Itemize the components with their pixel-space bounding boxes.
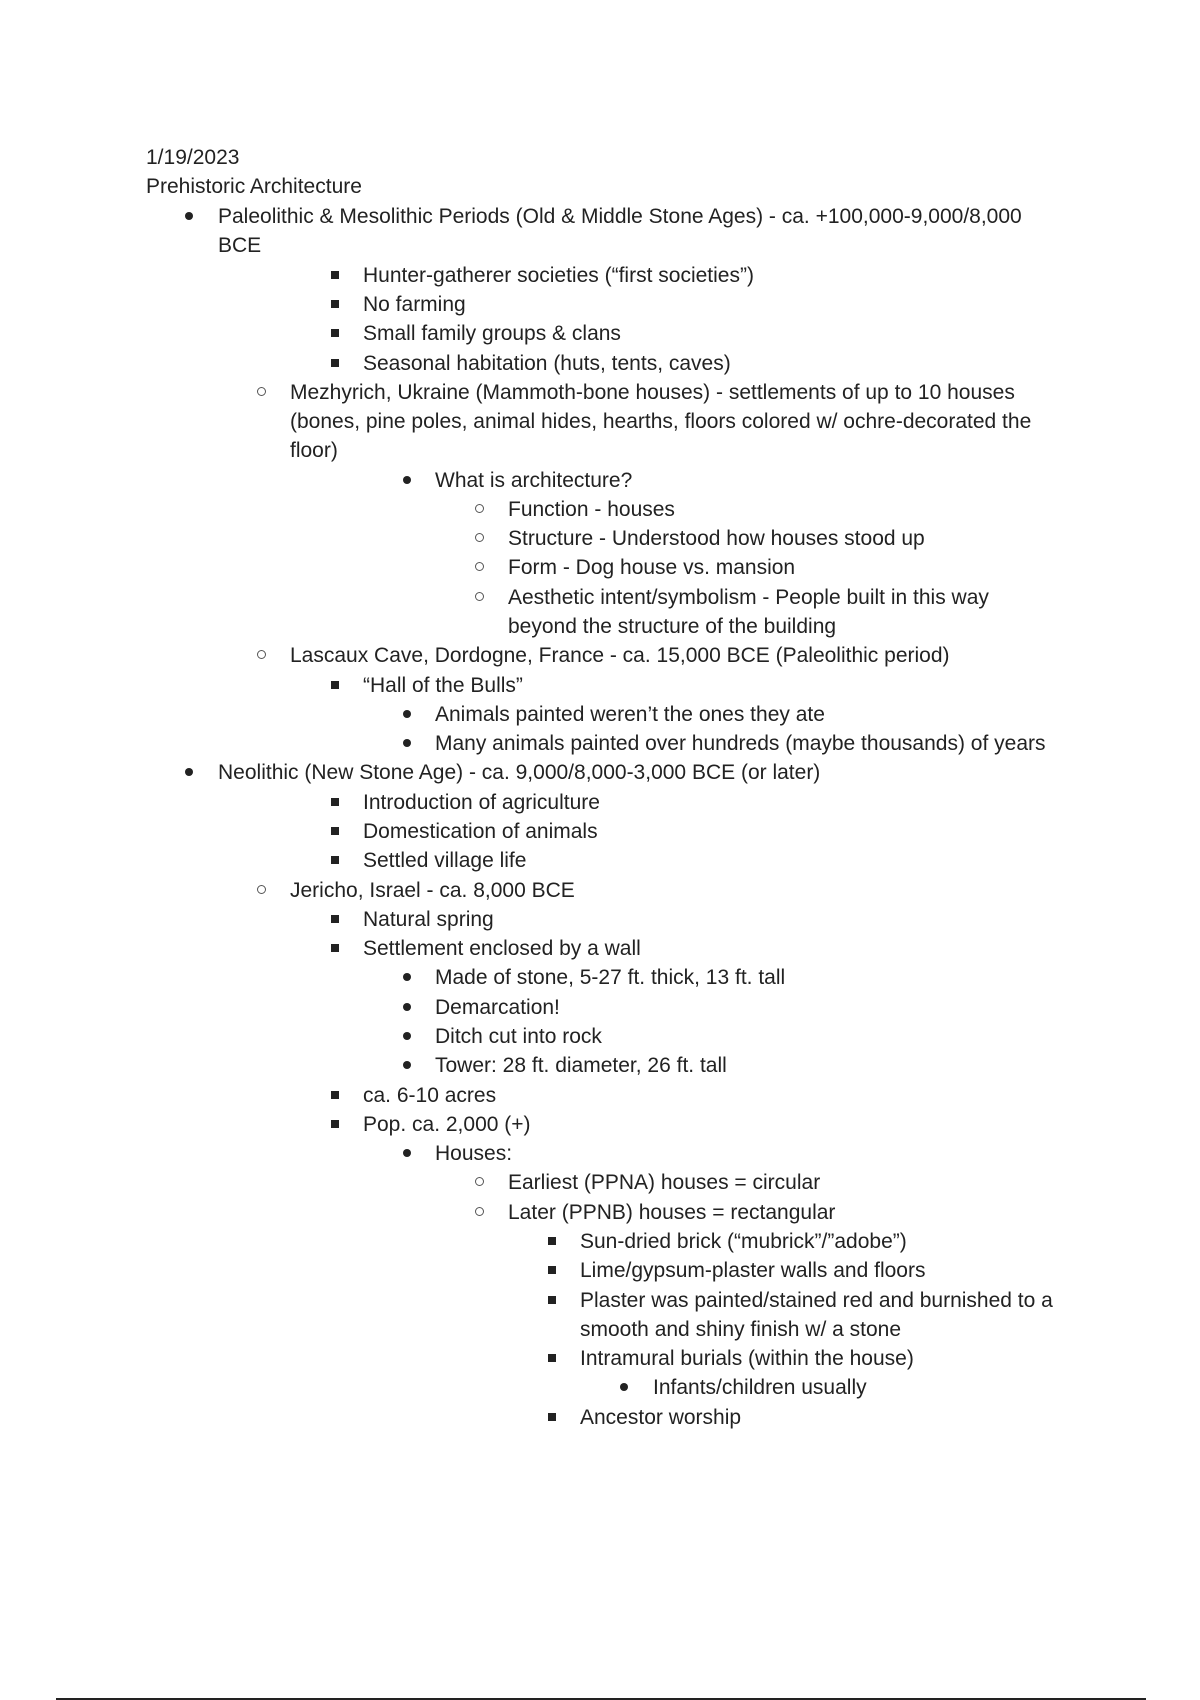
list-item: Paleolithic & Mesolithic Periods (Old & Middle Stone Ages) - ca. +100,000-9,000/8,000 — [218, 205, 1022, 228]
bullet-square-icon — [540, 1256, 564, 1285]
list-item: Made of stone, 5-27 ft. thick, 13 ft. tall — [435, 966, 786, 989]
bullet-square-icon — [323, 846, 347, 875]
bullet-dot-icon — [177, 758, 201, 787]
bullet-circle-icon — [467, 1168, 491, 1197]
note-date: 1/19/2023 — [146, 146, 240, 169]
list-item: Infants/children usually — [653, 1376, 867, 1399]
list-item: Tower: 28 ft. diameter, 26 ft. tall — [435, 1054, 727, 1077]
list-item: Animals painted weren’t the ones they ate — [435, 703, 825, 726]
list-item: Function - houses — [508, 498, 675, 521]
list-item: Intramural burials (within the house) — [580, 1347, 914, 1370]
list-item: Pop. ca. 2,000 (+) — [363, 1113, 531, 1136]
bullet-dot-icon — [395, 466, 419, 495]
list-item: What is architecture? — [435, 469, 633, 492]
list-item: Hunter-gatherer societies (“first societies”) — [363, 264, 754, 287]
list-item: Ditch cut into rock — [435, 1025, 602, 1048]
bullet-dot-icon — [395, 1022, 419, 1051]
list-item: No farming — [363, 293, 466, 316]
list-item: Domestication of animals — [363, 820, 598, 843]
bullet-square-icon — [540, 1227, 564, 1256]
bullet-dot-icon — [395, 993, 419, 1022]
bullet-square-icon — [323, 934, 347, 963]
list-item: Seasonal habitation (huts, tents, caves) — [363, 352, 731, 375]
list-item: Settlement enclosed by a wall — [363, 937, 641, 960]
list-item: Structure - Understood how houses stood up — [508, 527, 925, 550]
list-item-continuation: beyond the structure of the building — [508, 615, 837, 638]
bullet-square-icon — [323, 1081, 347, 1110]
bullet-dot-icon — [612, 1373, 636, 1402]
bullet-circle-icon — [467, 524, 491, 553]
bullet-square-icon — [323, 349, 347, 378]
bullet-circle-icon — [249, 378, 273, 407]
list-item: Later (PPNB) houses = rectangular — [508, 1201, 836, 1224]
bullet-square-icon — [323, 319, 347, 348]
bullet-square-icon — [323, 671, 347, 700]
bullet-circle-icon — [249, 641, 273, 670]
bullet-square-icon — [540, 1403, 564, 1432]
bullet-dot-icon — [395, 700, 419, 729]
list-item: Sun-dried brick (“mubrick”/”adobe”) — [580, 1230, 907, 1253]
list-item-continuation: smooth and shiny finish w/ a stone — [580, 1318, 902, 1341]
bullet-circle-icon — [467, 495, 491, 524]
bullet-square-icon — [540, 1344, 564, 1373]
list-item: Natural spring — [363, 908, 494, 931]
list-item: Demarcation! — [435, 996, 560, 1019]
bullet-square-icon — [323, 817, 347, 846]
bullet-dot-icon — [177, 202, 201, 231]
bullet-dot-icon — [395, 1051, 419, 1080]
list-item: Mezhyrich, Ukraine (Mammoth-bone houses) - settlements of up to 10 houses — [290, 381, 1015, 404]
list-item: Introduction of agriculture — [363, 791, 600, 814]
bullet-dot-icon — [395, 729, 419, 758]
list-item: Settled village life — [363, 849, 527, 872]
list-item: ca. 6-10 acres — [363, 1084, 497, 1107]
list-item: Aesthetic intent/symbolism - People built in this way — [508, 586, 989, 609]
list-item: Form - Dog house vs. mansion — [508, 556, 796, 579]
list-item: Earliest (PPNA) houses = circular — [508, 1171, 821, 1194]
bullet-square-icon — [323, 290, 347, 319]
list-item-continuation: BCE — [218, 234, 262, 257]
bullet-dot-icon — [395, 963, 419, 992]
bullet-dot-icon — [395, 1139, 419, 1168]
list-item-continuation: (bones, pine poles, animal hides, hearths, floors colored w/ ochre-decorated the — [290, 410, 1032, 433]
bullet-circle-icon — [467, 1198, 491, 1227]
list-item: Jericho, Israel - ca. 8,000 BCE — [290, 879, 575, 902]
bullet-square-icon — [540, 1286, 564, 1315]
list-item: “Hall of the Bulls” — [363, 674, 523, 697]
list-item: Houses: — [435, 1142, 513, 1165]
list-item: Many animals painted over hundreds (maybe thousands) of years — [435, 732, 1046, 755]
list-item: Small family groups & clans — [363, 322, 621, 345]
list-item: Neolithic (New Stone Age) - ca. 9,000/8,000-3,000 BCE (or later) — [218, 761, 821, 784]
bullet-square-icon — [323, 1110, 347, 1139]
bullet-square-icon — [323, 261, 347, 290]
list-item: Plaster was painted/stained red and burnished to a — [580, 1289, 1053, 1312]
bullet-circle-icon — [249, 876, 273, 905]
bullet-square-icon — [323, 788, 347, 817]
note-title: Prehistoric Architecture — [146, 175, 362, 198]
bullet-square-icon — [323, 905, 347, 934]
bullet-circle-icon — [467, 583, 491, 612]
list-item: Lascaux Cave, Dordogne, France - ca. 15,000 BCE (Paleolithic period) — [290, 644, 950, 667]
bullet-circle-icon — [467, 553, 491, 582]
list-item-continuation: floor) — [290, 439, 338, 462]
list-item: Lime/gypsum-plaster walls and floors — [580, 1259, 926, 1282]
list-item: Ancestor worship — [580, 1406, 742, 1429]
